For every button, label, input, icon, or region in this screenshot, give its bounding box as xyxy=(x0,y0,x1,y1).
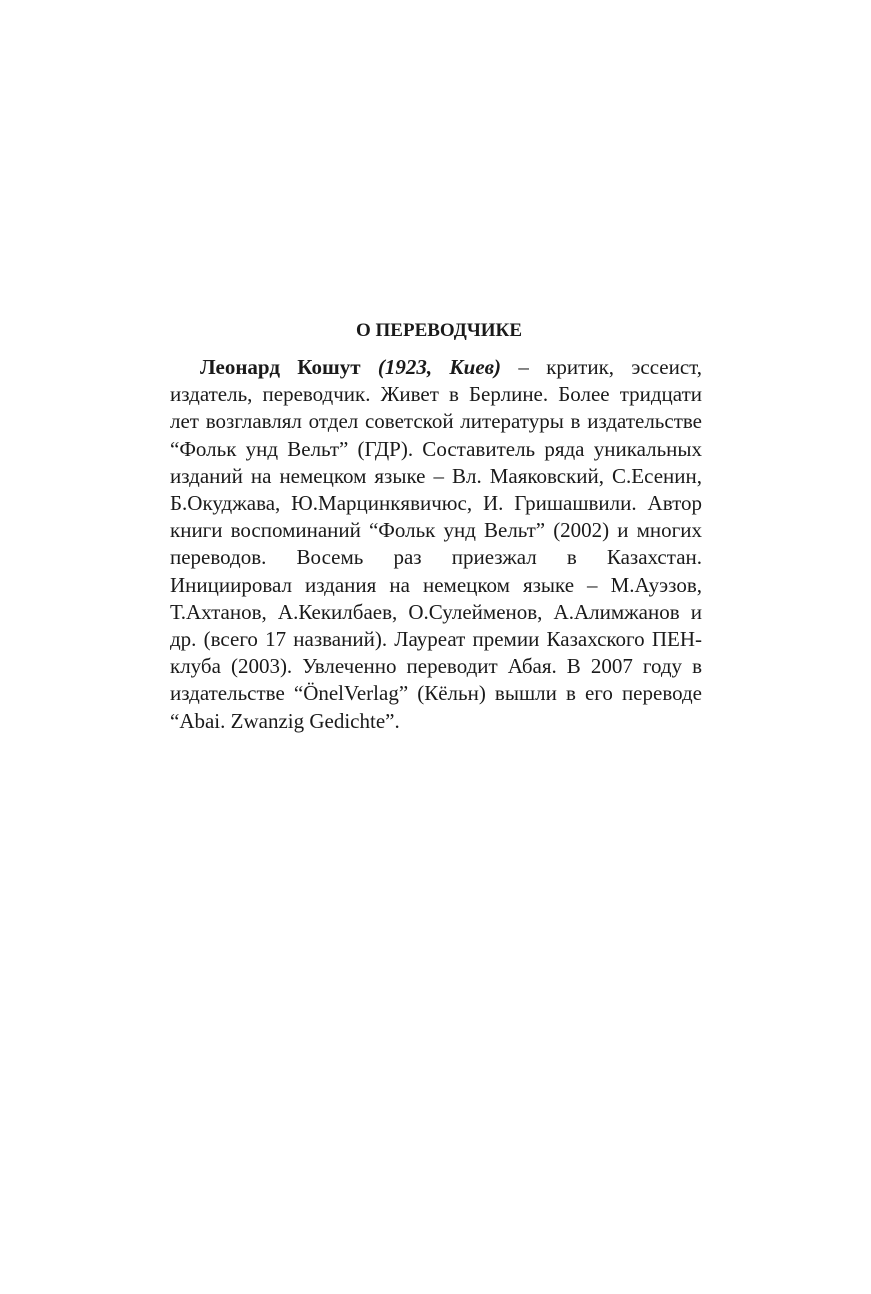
translator-birth: (1923, Киев) xyxy=(377,355,502,379)
bio-text: – критик, эссеист, издатель, переводчик. Живет в Берлине. Более тридцати лет возглавлял отдел советской литературы в издательстве “Фольк унд Вельт” (ГДР). Составитель ряда уникальных изданий на немецком языке – Вл. Маяковский, С.Есенин, Б.Окуджава, Ю.Марцинкявичюс, И. Гришашвили. Автор книги воспоминаний “Фольк унд Вельт” (2002) и многих переводов. Восемь раз приезжал в Казахстан. Инициировал издания на немецком языке – М.Ауэзов, Т.Ахтанов, А.Кекилбаев, О.Сулейменов, А.Алимжанов и др. (всего 17 названий). Лауреат премии Казахского ПЕН-клуба (2003). Увлеченно переводит Абая. В 2007 году в издательстве “ÖnelVerlag” (Кёльн) вышли в его переводе “Abai. Zwanzig Gedichte”. xyxy=(170,355,703,733)
translator-name: Леонард Кошут xyxy=(200,355,361,379)
translator-bio xyxy=(170,354,702,735)
translator-section xyxy=(170,318,702,735)
section-heading: О ПЕРЕВОДЧИКЕ xyxy=(355,320,522,341)
